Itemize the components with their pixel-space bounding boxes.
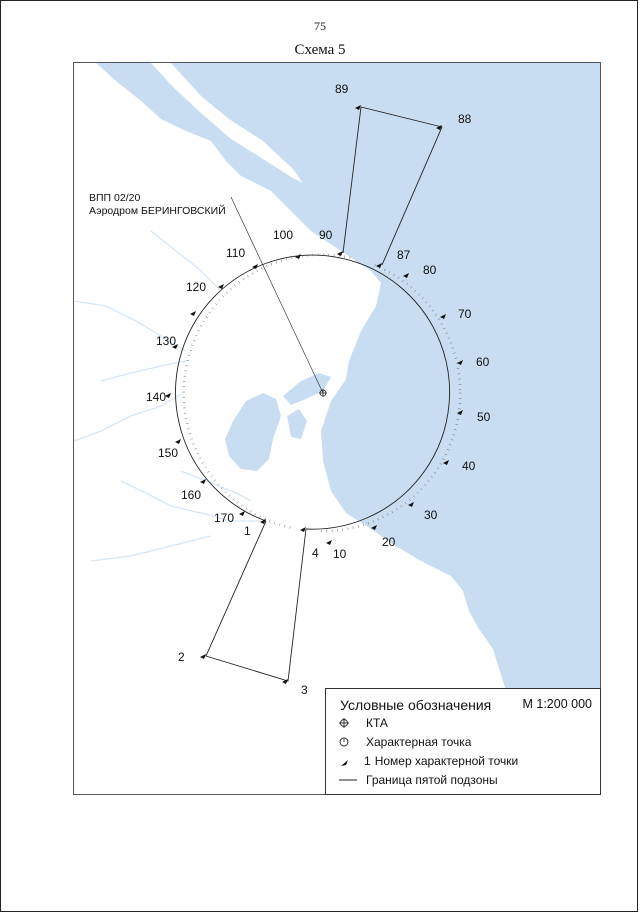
point-label-89: 89 xyxy=(335,82,349,96)
point-label-4: 4 xyxy=(312,546,319,560)
legend-boundary-label: Граница пятой подзоны xyxy=(366,773,498,787)
point-marker xyxy=(175,439,181,444)
boundary-south xyxy=(206,521,306,681)
legend-characteristic-point-label: Характерная точка xyxy=(366,735,472,749)
map-scale: М 1:200 000 xyxy=(522,697,592,711)
circle-label-100: 100 xyxy=(273,228,294,242)
point-marker xyxy=(239,511,245,516)
legend-item-point-number xyxy=(338,753,518,769)
point-label-3: 3 xyxy=(301,683,308,697)
point-number-marker-icon xyxy=(338,753,364,769)
circle-label-10: 10 xyxy=(333,547,347,561)
point-marker xyxy=(337,251,343,256)
circle-label-90: 90 xyxy=(319,228,333,242)
characteristic-point-circle-icon xyxy=(338,734,364,750)
circle-label-40: 40 xyxy=(462,459,476,473)
circle-label-160: 160 xyxy=(181,488,202,502)
lagoon xyxy=(225,393,281,471)
point-label-87: 87 xyxy=(397,248,411,262)
legend-point-number-label: Номер характерной точки xyxy=(374,754,519,768)
point-label-2: 2 xyxy=(178,650,185,664)
legend-title: Условные обозначения xyxy=(340,697,492,713)
airfield-label-name: Аэродром БЕРИНГОВСКИЙ xyxy=(89,205,226,217)
circle-label-170: 170 xyxy=(214,511,235,525)
circle-label-60: 60 xyxy=(476,355,490,369)
lagoon-small xyxy=(287,409,307,439)
legend-point-number-sample: 1 xyxy=(364,754,371,768)
kta-crosshair-icon xyxy=(338,715,364,731)
map-frame xyxy=(73,62,601,795)
circle-label-140: 140 xyxy=(146,390,167,404)
scheme-title: Схема 5 xyxy=(294,42,346,58)
legend-item-kta xyxy=(338,715,388,731)
point-marker xyxy=(326,540,332,545)
circle-label-150: 150 xyxy=(158,446,179,460)
point-label-88: 88 xyxy=(458,112,472,126)
circle-label-20: 20 xyxy=(382,535,396,549)
page-number: 75 xyxy=(314,19,326,33)
airfield-label-runway: ВПП 02/20 xyxy=(89,192,141,204)
map-canvas xyxy=(74,63,601,795)
circle-label-110: 110 xyxy=(226,246,246,260)
point-marker xyxy=(190,311,196,316)
legend-item-characteristic-point xyxy=(338,734,471,750)
point-label-1: 1 xyxy=(244,524,251,538)
circle-label-120: 120 xyxy=(186,280,207,294)
point-marker xyxy=(300,527,306,532)
circle-label-50: 50 xyxy=(477,410,491,424)
circle-label-70: 70 xyxy=(458,307,472,321)
legend-item-boundary xyxy=(338,772,498,788)
circle-label-80: 80 xyxy=(423,263,437,277)
circle-label-30: 30 xyxy=(424,508,438,522)
sea-area xyxy=(96,63,601,795)
boundary-line-icon xyxy=(338,772,364,788)
circle-label-130: 130 xyxy=(156,334,177,348)
point-marker xyxy=(200,654,206,659)
legend-kta-label: КТА xyxy=(366,716,388,730)
legend-box xyxy=(325,688,601,795)
lagoon-channel xyxy=(283,373,331,405)
